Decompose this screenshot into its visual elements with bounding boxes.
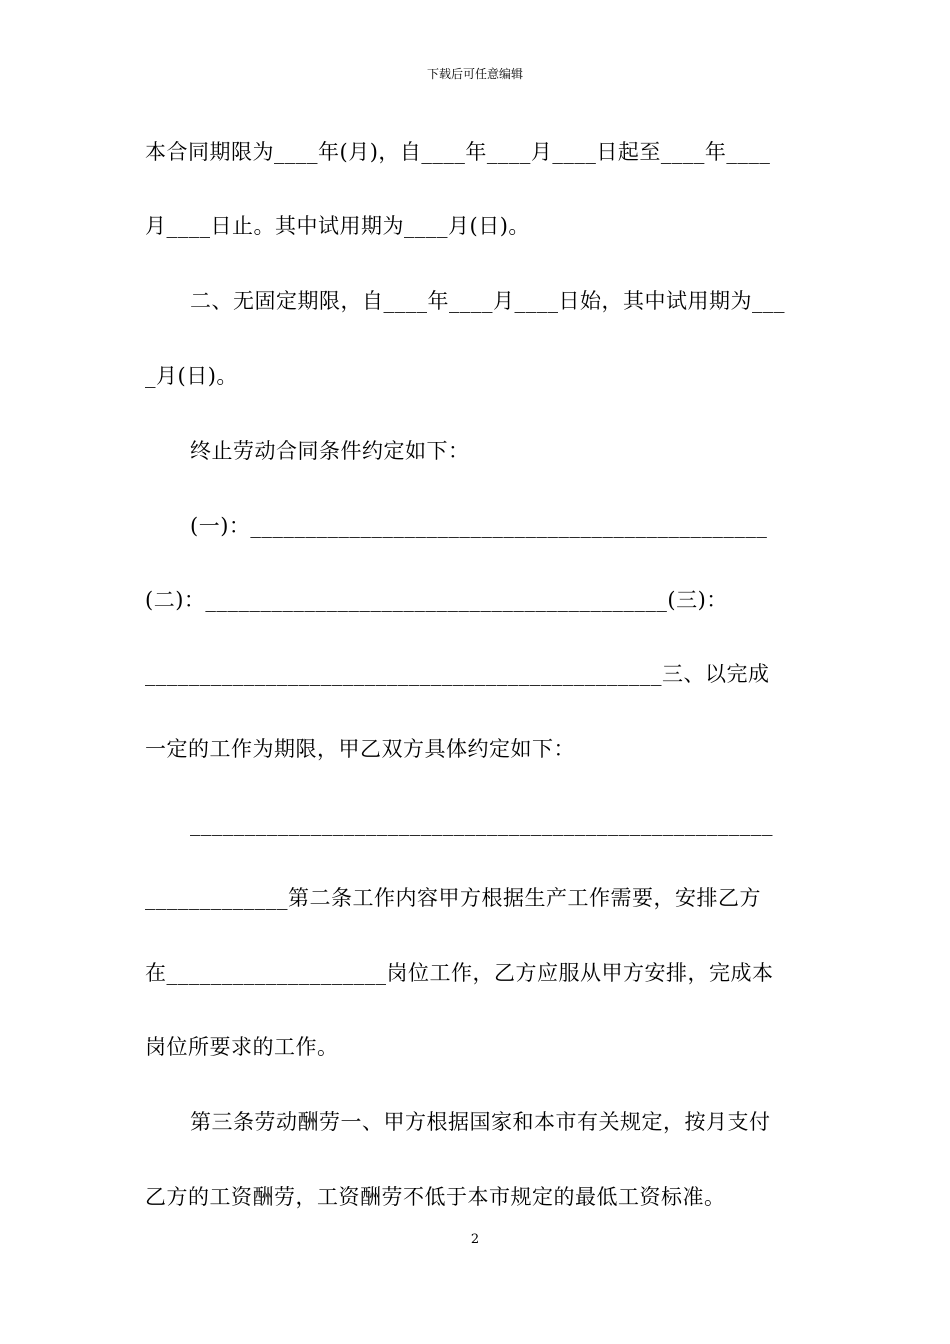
termination-condition-1: (一)：_______________________________________________ — [190, 514, 768, 538]
termination-condition-2-3: (二)：__________________________________________(三)： — [145, 588, 728, 612]
task-based-term-line-2: 一定的工作为期限，甲乙双方具体约定如下： — [145, 737, 575, 761]
indefinite-term-line-1: 二、无固定期限，自____年____月____日始，其中试用期为___ — [190, 289, 785, 313]
page-number: 2 — [470, 1232, 480, 1247]
article-3-line-1: 第三条劳动酬劳一、甲方根据国家和本市有关规定，按月支付 — [190, 1110, 771, 1134]
article-2-line-1: _____________第二条工作内容甲方根据生产工作需要，安排乙方 — [145, 886, 761, 910]
contract-term-line-2: 月____日止。其中试用期为____月(日)。 — [145, 214, 530, 238]
article-3-line-2: 乙方的工资酬劳，工资酬劳不低于本市规定的最低工资标准。 — [145, 1185, 726, 1209]
task-agreement-blank-line: _____________________________________________________ — [190, 812, 773, 836]
article-2-line-3: 岗位所要求的工作。 — [145, 1035, 339, 1059]
page-header: 下载后可任意编辑 — [426, 67, 523, 81]
termination-conditions-heading: 终止劳动合同条件约定如下： — [190, 439, 470, 463]
task-based-term-line-1: _______________________________________________三、以完成 — [145, 662, 770, 686]
article-2-line-2: 在____________________岗位工作，乙方应服从甲方安排，完成本 — [145, 961, 774, 985]
indefinite-term-line-2: _月(日)。 — [145, 364, 238, 388]
contract-term-line-1: 本合同期限为____年(月)，自____年____月____日起至____年____ — [145, 140, 771, 164]
